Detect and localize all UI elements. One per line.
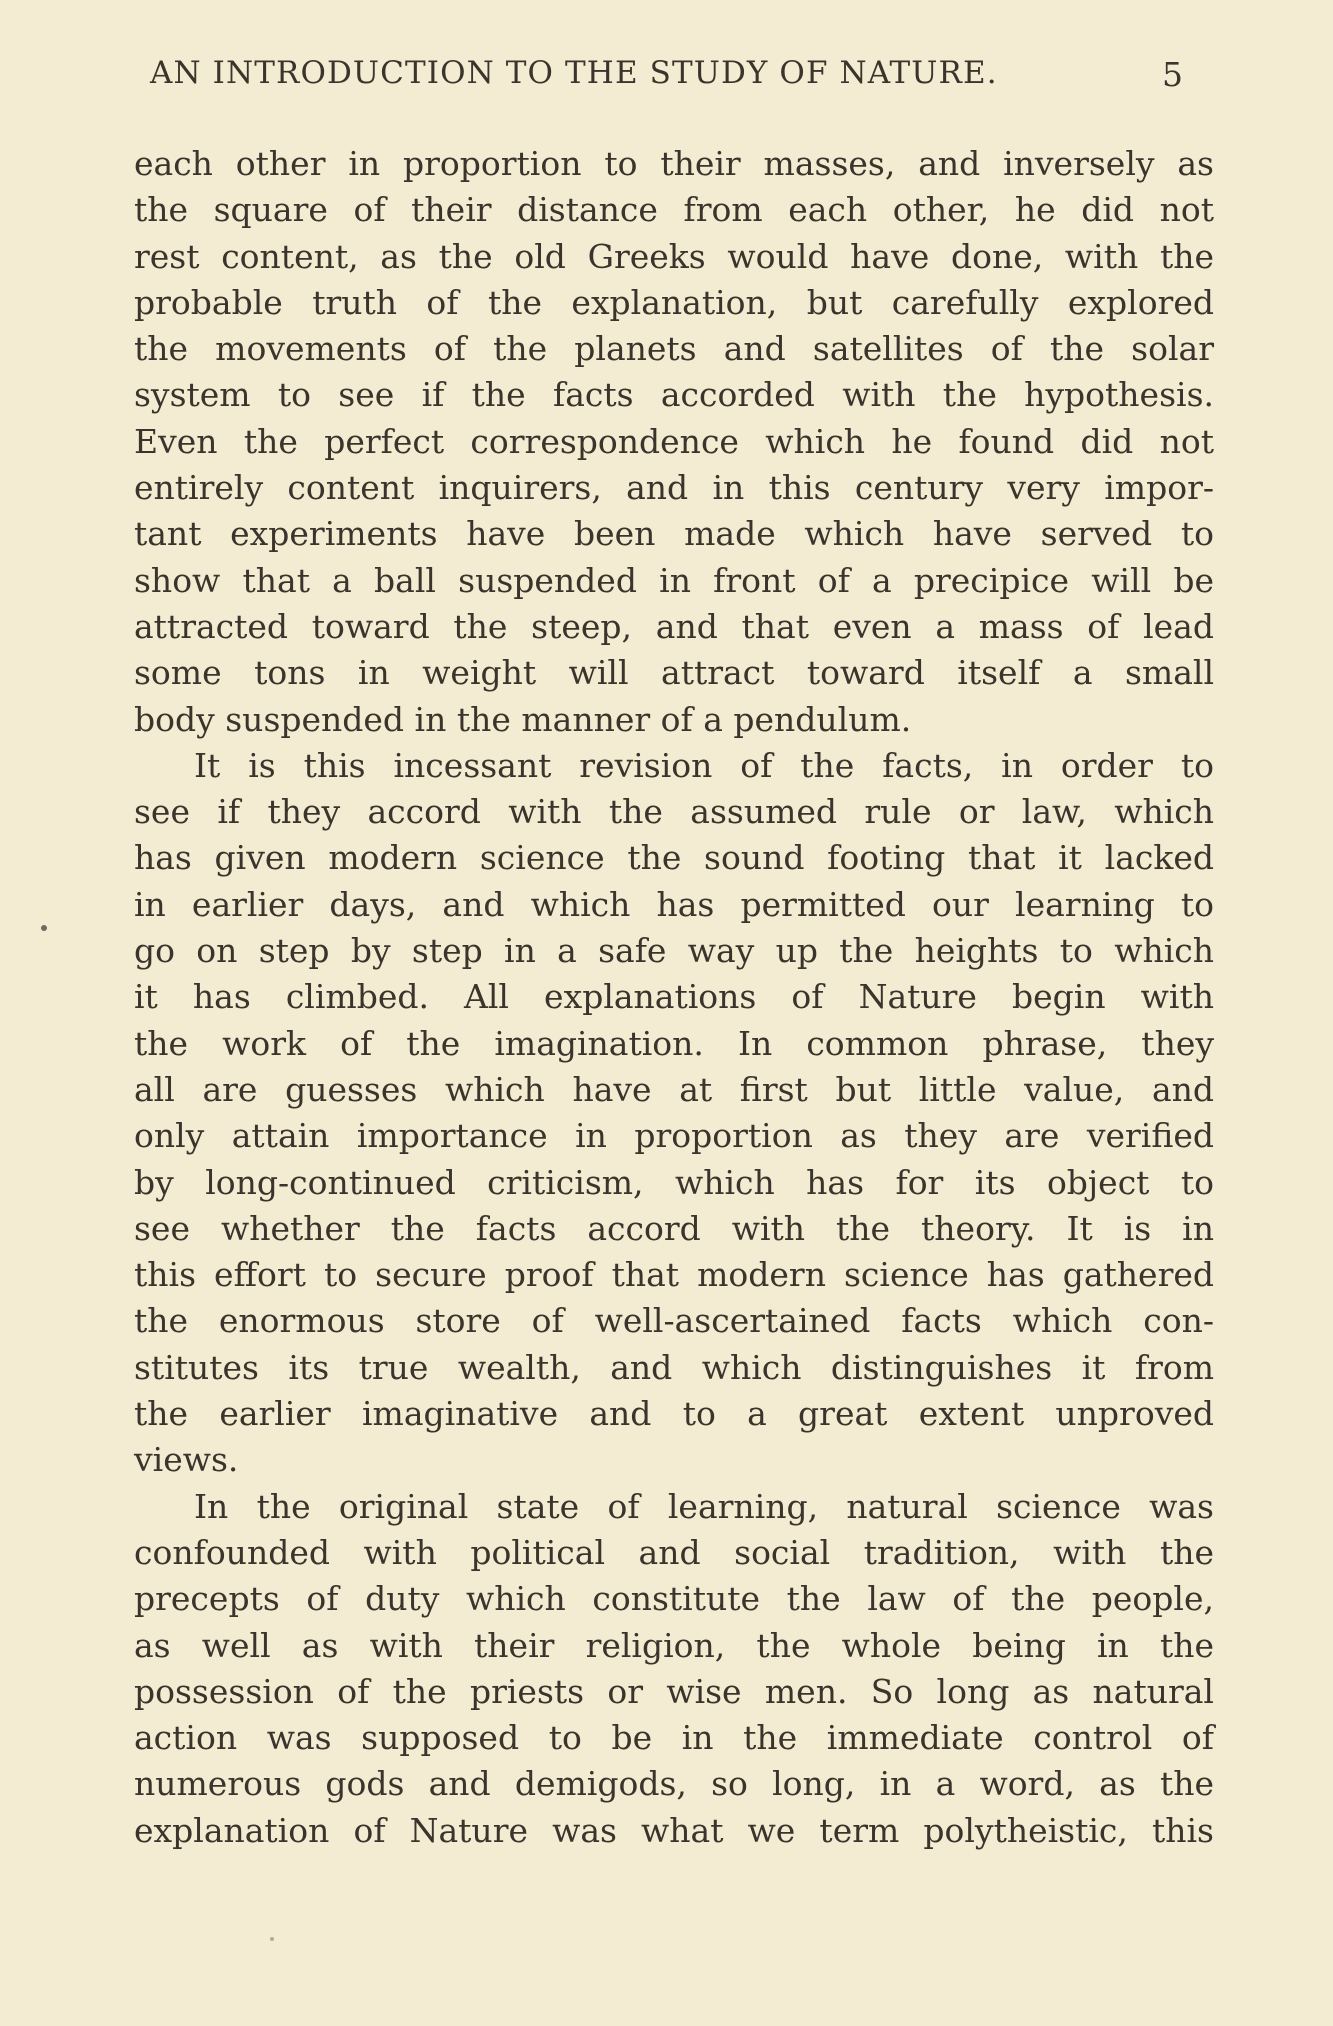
paragraph-first-line: In the original state of learning, natural science was: [194, 1486, 1214, 1526]
text-line: by long-continued criticism, which has for its object to: [134, 1162, 1214, 1202]
paragraph-end-line: views.: [134, 1440, 239, 1480]
paper-speck: [41, 925, 47, 931]
text-line: show that a ball suspended in front of a precipice will be: [134, 560, 1214, 600]
text-line: possession of the priests or wise men. So long as natural: [134, 1671, 1214, 1711]
text-line: stitutes its true wealth, and which distinguishes it from: [134, 1347, 1214, 1387]
text-line: tant experiments have been made which have served to: [134, 514, 1214, 554]
paper-speck: [270, 1937, 274, 1941]
text-line: it has climbed. All explanations of Nature begin with: [134, 977, 1214, 1017]
paragraph-first-line: It is this incessant revision of the facts, in order to: [194, 745, 1214, 785]
text-line: probable truth of the explanation, but carefully explored: [134, 282, 1214, 322]
text-line: entirely content inquirers, and in this century very impor-: [134, 468, 1214, 508]
page-number: 5: [1162, 55, 1183, 94]
text-line: the enormous store of well-ascertained facts which con-: [134, 1301, 1214, 1341]
text-line: as well as with their religion, the whole being in the: [134, 1625, 1214, 1665]
body-text: [134, 141, 1214, 1854]
text-line: has given modern science the sound footing that it lacked: [134, 838, 1214, 878]
text-line: rest content, as the old Greeks would have done, with the: [134, 236, 1214, 276]
text-line: the movements of the planets and satellites of the solar: [134, 329, 1214, 369]
text-line: go on step by step in a safe way up the heights to which: [134, 931, 1214, 971]
text-line: each other in proportion to their masses, and inversely as: [134, 144, 1214, 183]
text-line: this effort to secure proof that modern science has gathered: [134, 1255, 1214, 1295]
text-line: only attain importance in proportion as they are verified: [134, 1116, 1214, 1156]
text-line: system to see if the facts accorded with the hypothesis.: [134, 375, 1214, 415]
text-line: some tons in weight will attract toward itself a small: [134, 653, 1214, 693]
text-line: numerous gods and demigods, so long, in a word, as the: [134, 1764, 1214, 1804]
text-line: see whether the facts accord with the theory. It is in: [134, 1208, 1214, 1248]
running-title: AN INTRODUCTION TO THE STUDY OF NATURE.: [150, 55, 998, 91]
text-line: explanation of Nature was what we term polytheistic, this: [134, 1810, 1214, 1850]
text-line: the earlier imaginative and to a great extent unproved: [134, 1394, 1214, 1434]
text-line: the work of the imagination. In common phrase, they: [134, 1023, 1214, 1063]
text-line: precepts of duty which constitute the law of the people,: [134, 1579, 1214, 1619]
text-line: confounded with political and social tradition, with the: [134, 1532, 1214, 1572]
text-line: see if they accord with the assumed rule or law, which: [134, 792, 1214, 832]
text-line: action was supposed to be in the immediate control of: [134, 1718, 1214, 1758]
paragraph-end-line: body suspended in the manner of a pendulum.: [134, 699, 912, 739]
text-line: the square of their distance from each other, he did not: [134, 190, 1214, 230]
text-line: all are guesses which have at first but little value, and: [134, 1069, 1214, 1109]
text-line: Even the perfect correspondence which he found did not: [134, 421, 1214, 461]
text-line: attracted toward the steep, and that even a mass of lead: [134, 606, 1214, 646]
text-line: in earlier days, and which has permitted our learning to: [134, 884, 1214, 924]
